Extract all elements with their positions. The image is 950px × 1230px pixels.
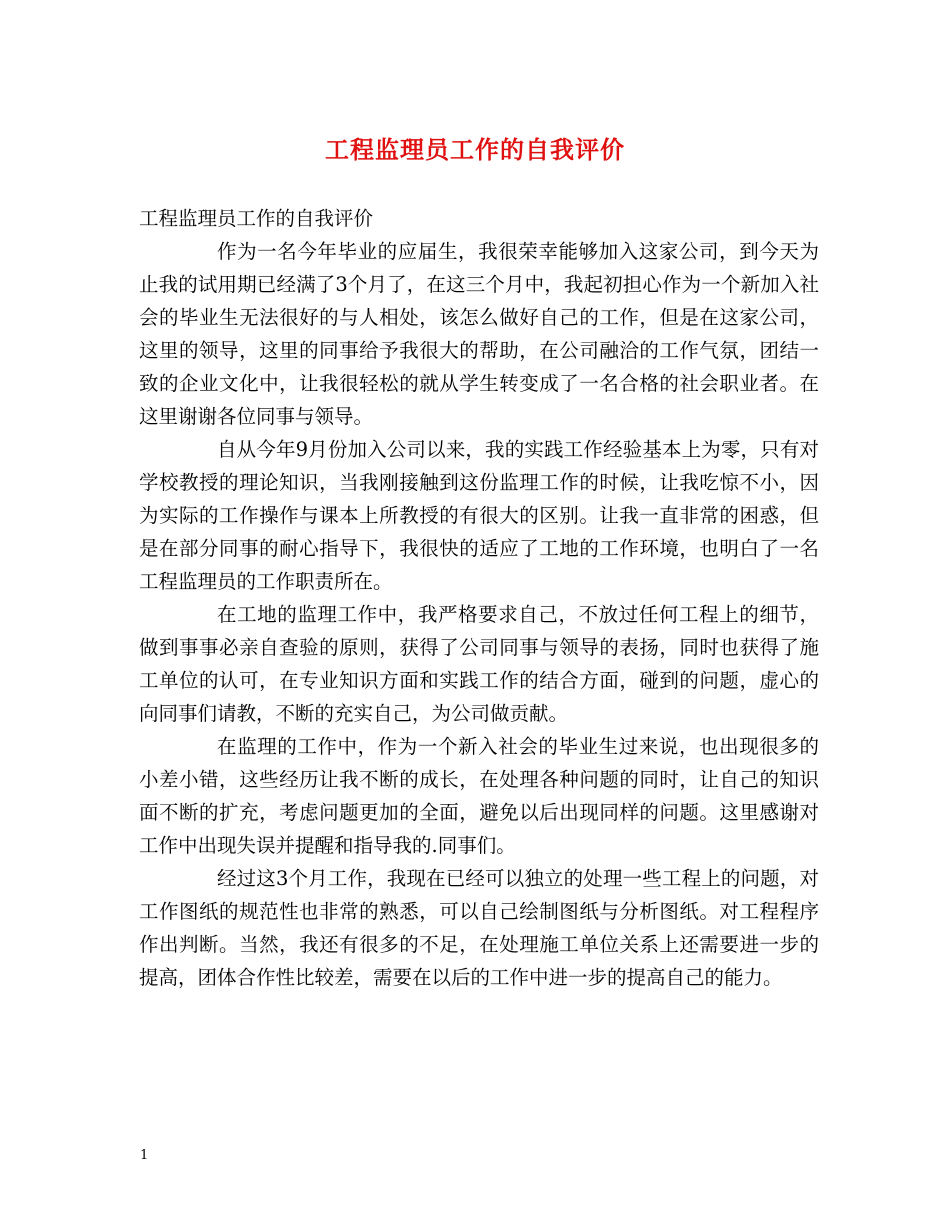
page-number: 1 [140, 1148, 149, 1163]
paragraph-2: 自从今年9月份加入公司以来，我的实践工作经验基本上为零，只有对学校教授的理论知识，当我刚接触到这份监理工作的时候，让我吃惊不小，因为实际的工作操作与课本上所教授的有很大的区别。让我一直非常的困惑，但是在部分同事的耐心指导下，我很快的适应了工地的工作环境，也明白了一名工程监理员的工作职责所在。 [139, 438, 819, 593]
paragraph-5: 经过这3个月工作，我现在已经可以独立的处理一些工程上的问题，对工作图纸的规范性也非常的熟悉，可以自己绘制图纸与分析图纸。对工程程序作出判断。当然，我还有很多的不足，在处理施工单位关系上还需要进一步的提高，团体合作性比较差，需要在以后的工作中进一步的提高自己的能力。 [139, 867, 819, 989]
paragraph-1: 作为一名今年毕业的应届生，我很荣幸能够加入这家公司，到今天为止我的试用期已经满了3个月了，在这三个月中，我起初担心作为一个新加入社会的毕业生无法很好的与人相处，该怎么做好自己的工作，但是在这家公司，这里的领导，这里的同事给予我很大的帮助，在公司融洽的工作气氛，团结一致的企业文化中，让我很轻松的就从学生转变成了一名合格的社会职业者。在这里谢谢各位同事与领导。 [139, 240, 819, 428]
paragraph-3: 在工地的监理工作中，我严格要求自己，不放过任何工程上的细节，做到事事必亲自查验的原则，获得了公司同事与领导的表扬，同时也获得了施工单位的认可，在专业知识方面和实践工作的结合方面，碰到的问题，虚心的向同事们请教，不断的充实自己，为公司做贡献。 [139, 603, 819, 725]
paragraph-4: 在监理的工作中，作为一个新入社会的毕业生过来说，也出现很多的小差小错，这些经历让我不断的成长，在处理各种问题的同时，让自己的知识面不断的扩充，考虑问题更加的全面，避免以后出现同样的问题。这里感谢对工作中出现失误并提醒和指导我的.同事们。 [139, 735, 819, 857]
document-subtitle: 工程监理员工作的自我评价 [139, 207, 374, 230]
document-title: 工程监理员工作的自我评价 [325, 135, 625, 164]
document-body [139, 202, 819, 994]
